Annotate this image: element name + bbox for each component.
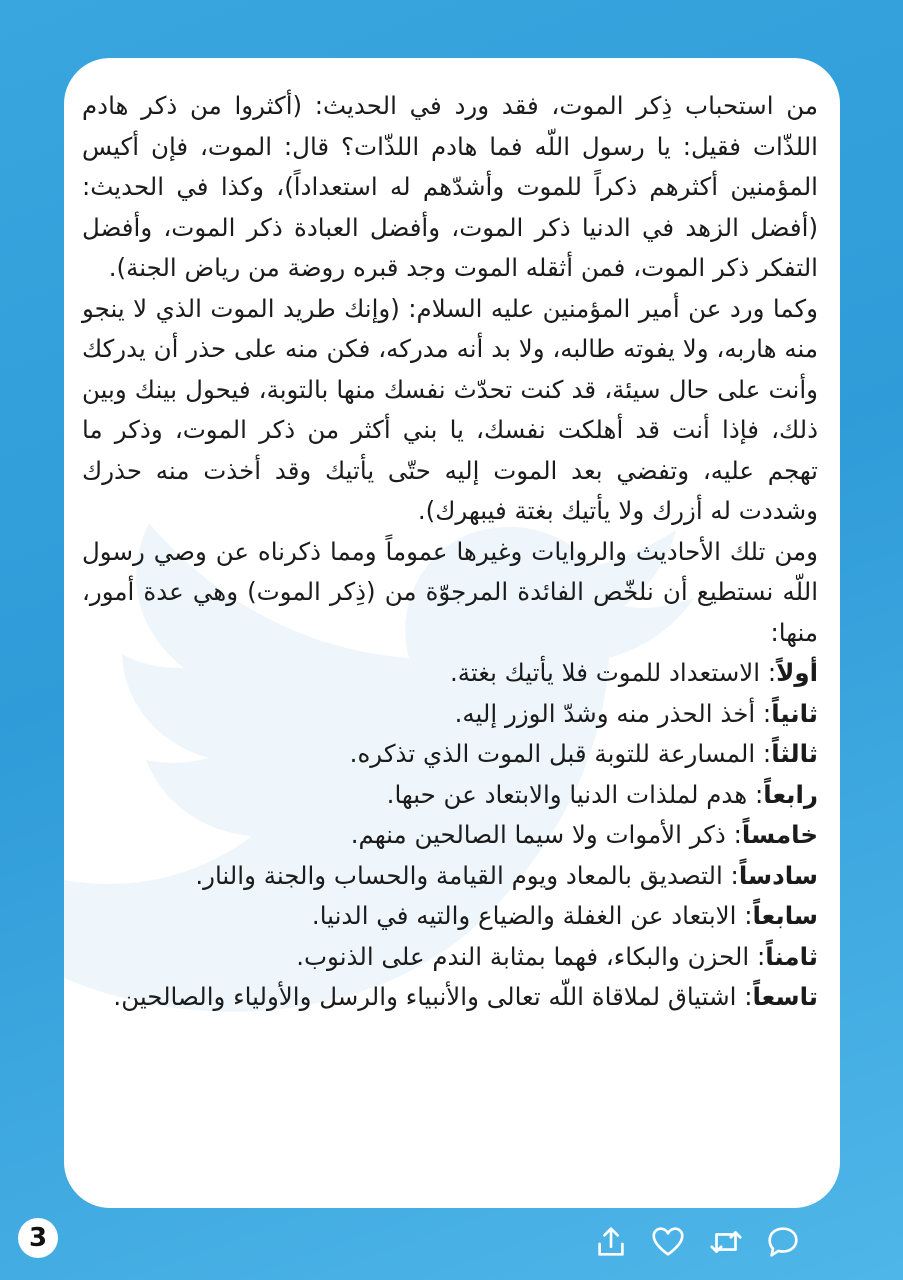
point-text: : الابتعاد عن الغفلة والضياع والتيه في الدنيا. [311, 901, 753, 930]
point-text: : الاستعداد للموت فلا يأتيك بغتة. [449, 658, 777, 687]
heart-icon[interactable] [649, 1223, 687, 1261]
post-card [64, 58, 840, 1208]
point-text: : أخذ الحذر منه وشدّ الوزر إليه. [454, 698, 772, 728]
list-item [82, 775, 818, 816]
point-label: سادساً [738, 860, 818, 890]
comment-icon[interactable] [764, 1223, 802, 1261]
point-label: ثانياً [771, 698, 818, 728]
list-item [82, 734, 818, 775]
list-item [82, 896, 818, 937]
point-label: رابعاً [763, 779, 818, 809]
point-label: تاسعاً [752, 982, 818, 1011]
point-label: ثالثاً [771, 739, 818, 768]
point-text: : هدم لملذات الدنيا والابتعاد عن حبها. [386, 779, 764, 809]
article-text [82, 86, 818, 1018]
action-bar [592, 1222, 802, 1262]
point-text: : اشتياق لملاقاة اللّه تعالى والأنبياء والرسل والأولياء والصالحين. [113, 982, 753, 1011]
list-item [82, 937, 818, 978]
share-icon[interactable] [592, 1223, 630, 1261]
list-item [82, 977, 818, 1018]
point-text: : التصديق بالمعاد ويوم القيامة والحساب والجنة والنار. [195, 860, 739, 890]
point-text: : المسارعة للتوبة قبل الموت الذي تذكره. [349, 739, 772, 768]
list-item [82, 815, 818, 856]
paragraph-summary: ومن تلك الأحاديث والروايات وغيرها عموماً ومما ذكرناه عن وصي رسول اللّه نستطيع أن نلخّص الفائدة المرجوّة من (ذِكر الموت) وهي عدة أمور، منها: [82, 536, 818, 647]
point-label: خامساً [741, 820, 818, 849]
paragraph-quote: وكما ورد عن أمير المؤمنين عليه السلام: (وإنك طريد الموت الذي لا ينجو منه هاربه، ولا يفوته طالبه، ولا بد أنه مدركه، فكن منه على حذر أن يدركك وأنت على حال سيئة، قد كنت تحدّث نفسك منها بالتوبة، فيحول بينك وبين ذلك، فإذا أنت قد أهلكت نفسك، يا بني أكثر من ذكر الموت، وذكر ما تهجم عليه، وتفضي بعد الموت إليه حتّى يأتيك وقد أخذت منه حذرك وشددت له أزرك ولا يأتيك بغتة فيبهرك). [82, 293, 818, 525]
list-item [82, 856, 818, 897]
point-text: : الحزن والبكاء، فهما بمثابة الندم على الذنوب. [296, 941, 766, 971]
retweet-icon[interactable] [707, 1223, 745, 1261]
point-label: ثامناً [765, 941, 818, 971]
list-item [82, 694, 818, 735]
point-text: : ذكر الأموات ولا سيما الصالحين منهم. [350, 820, 742, 849]
point-label: سابعاً [752, 901, 818, 930]
paragraph-intro: من استحباب ذِكر الموت، فقد ورد في الحديث: (أكثروا من ذكر هادم اللذّات فقيل: يا رسول اللّه فما هادم اللذّات؟ قال: الموت، فإن أكيس المؤمنين أكثرهم ذكراً للموت وأشدّهم له استعداداً)، وكذا في الحديث: (أفضل الزهد في الدنيا ذكر الموت، وأفضل العبادة ذكر الموت، وأفضل التفكر ذكر الموت، فمن أثقله الموت وجد قبره روضة من رياض الجنة). [82, 91, 818, 282]
point-label: أولاً [776, 658, 818, 687]
list-item [82, 653, 818, 694]
page-number-badge: 3 [18, 1218, 58, 1258]
